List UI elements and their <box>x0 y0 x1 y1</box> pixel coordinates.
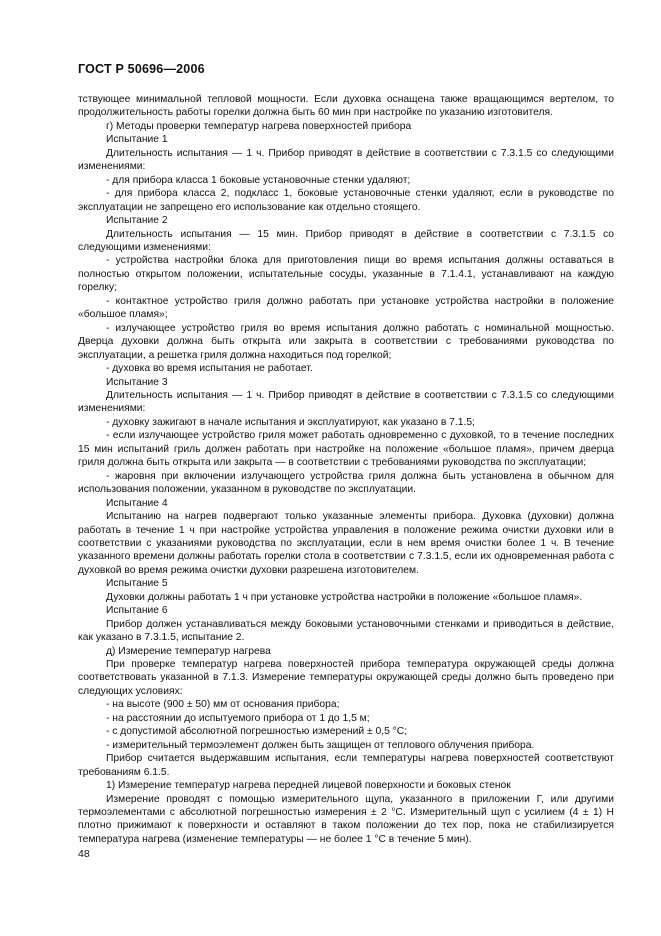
paragraph: Испытание 4 <box>106 497 168 509</box>
document-header: ГОСТ Р 50696—2006 <box>78 62 205 76</box>
paragraph: - на высоте (900 ± 50) мм от основания прибора; <box>106 699 340 711</box>
paragraph: Прибор считается выдержавшим испытания, если температуры нагрева поверхностей соответствуют требованиям 6.1.5. <box>78 753 614 778</box>
paragraph: 1) Измерение температур нагрева передней лицевой поверхности и боковых стенок <box>106 780 511 792</box>
paragraph: - устройства настройки блока для приготовления пищи во время испытания должны оставаться в полностью открытом положении, испытательные сосуды, указанные в 7.1.4.1, устанавливают на каждую горелку; <box>78 255 614 294</box>
paragraph: Длительность испытания — 15 мин. Прибор приводят в действие в соответствии с 7.3.1.5 со следующими изменениями: <box>78 228 614 253</box>
paragraph: - если излучающее устройство гриля может работать одновременно с духовкой, то в течение последних 15 мин испытаний гриль должен работать при настройке на положение «большое пламя», причем дверца гриля должна быть открыта или закрыта — в соответствии с требованиями руководства по эксплуатации; <box>78 430 614 469</box>
paragraph: Длительность испытания — 1 ч. Прибор приводят в действие в соответствии с 7.3.1.5 со следующими изменениями: <box>78 389 614 415</box>
document-body <box>78 93 614 846</box>
paragraph: Духовки должны работать 1 ч при установке устройства настройки в положение «большое пламя». <box>106 591 583 603</box>
paragraph: Испытание 5 <box>106 578 168 590</box>
page-number: 48 <box>78 848 90 860</box>
paragraph: - контактное устройство гриля должно работать при установке устройства настройки в положение «большое пламя»; <box>78 295 614 321</box>
paragraph: Испытание 2 <box>106 215 168 227</box>
paragraph: Прибор должен устанавливаться между боковыми установочными стенками и приводиться в действие, как указано в 7.3.1.5, испытание 2. <box>78 618 614 644</box>
paragraph: Испытанию на нагрев подвергают только указанные элементы прибора. Духовка (духовки) должна работать в течение 1 ч при настройке устройства управления в положение режима очистки духовки или в соответствии с указаниями руководства по эксплуатации, если в нем время очистки более 1 ч. В течение указанного времени должны работать горелки стола в соответствии с 7.3.1.5, если их одновременная работа с духовкой во время режима очистки духовки разрешена изготовителем. <box>78 511 614 576</box>
paragraph: - измерительный термоэлемент должен быть защищен от теплового облучения прибора. <box>106 739 535 751</box>
paragraph: тствующее минимальной тепловой мощности. Если духовка оснащена также вращающимся вертелом, то продолжительность работы горелки должна быть 60 мин при настройке по указанию изготовителя. <box>78 94 614 119</box>
paragraph: При проверке температур нагрева поверхностей прибора температура окружающей среды должна соответствовать указанной в 7.1.3. Измерение температуры окружающей среды должно быть проведено при следующих условиях: <box>78 659 614 697</box>
paragraph: г) Методы проверки температур нагрева поверхностей прибора <box>106 120 412 132</box>
paragraph: Испытание 3 <box>106 376 168 388</box>
paragraph: - для прибора класса 1 боковые установочные стенки удаляют; <box>106 174 411 186</box>
paragraph: - для прибора класса 2, подкласс 1, боковые установочные стенки удаляют, если в руководстве по эксплуатации не запрещено его использование как отдельно стоящего. <box>78 188 614 213</box>
paragraph: - на расстоянии до испытуемого прибора от 1 до 1,5 м; <box>106 712 370 724</box>
paragraph: - излучающее устройство гриля во время испытания должно работать с номинальной мощностью. Дверца духовки должна быть открыта или закрыта в соответствии с требованиями руководства по эксплуатации, а решетка гриля должна находиться под горелкой; <box>78 322 614 361</box>
paragraph: - жаровня при включении излучающего устройства гриля должна быть установлена в обычном для использования положении, указанном в руководстве по эксплуатации. <box>78 470 614 496</box>
paragraph: д) Измерение температур нагрева <box>106 645 271 657</box>
paragraph: - духовка во время испытания не работает. <box>106 363 313 375</box>
paragraph: Измерение проводят с помощью измерительного щупа, указанного в приложении Г, или другими термоэлементами с абсолютной погрешностью измерения ± 2 °С. Измерительный щуп с усилием (4 ± 1) Н плотно прижимают к поверхности и оставляют в таком положении до тех пор, пока не стабилизируется температура нагрева (изменение температуры — не более 1 °С в течение 5 мин). <box>78 793 614 845</box>
paragraph: - духовку зажигают в начале испытания и эксплуатируют, как указано в 7.1.5; <box>106 416 475 428</box>
paragraph: Испытание 1 <box>106 134 168 146</box>
paragraph: - с допустимой абсолютной погрешностью измерений ± 0,5 °С; <box>106 726 408 738</box>
paragraph: Испытание 6 <box>106 605 168 617</box>
paragraph: Длительность испытания — 1 ч. Прибор приводят в действие в соответствии с 7.3.1.5 со следующими изменениями: <box>78 147 614 173</box>
